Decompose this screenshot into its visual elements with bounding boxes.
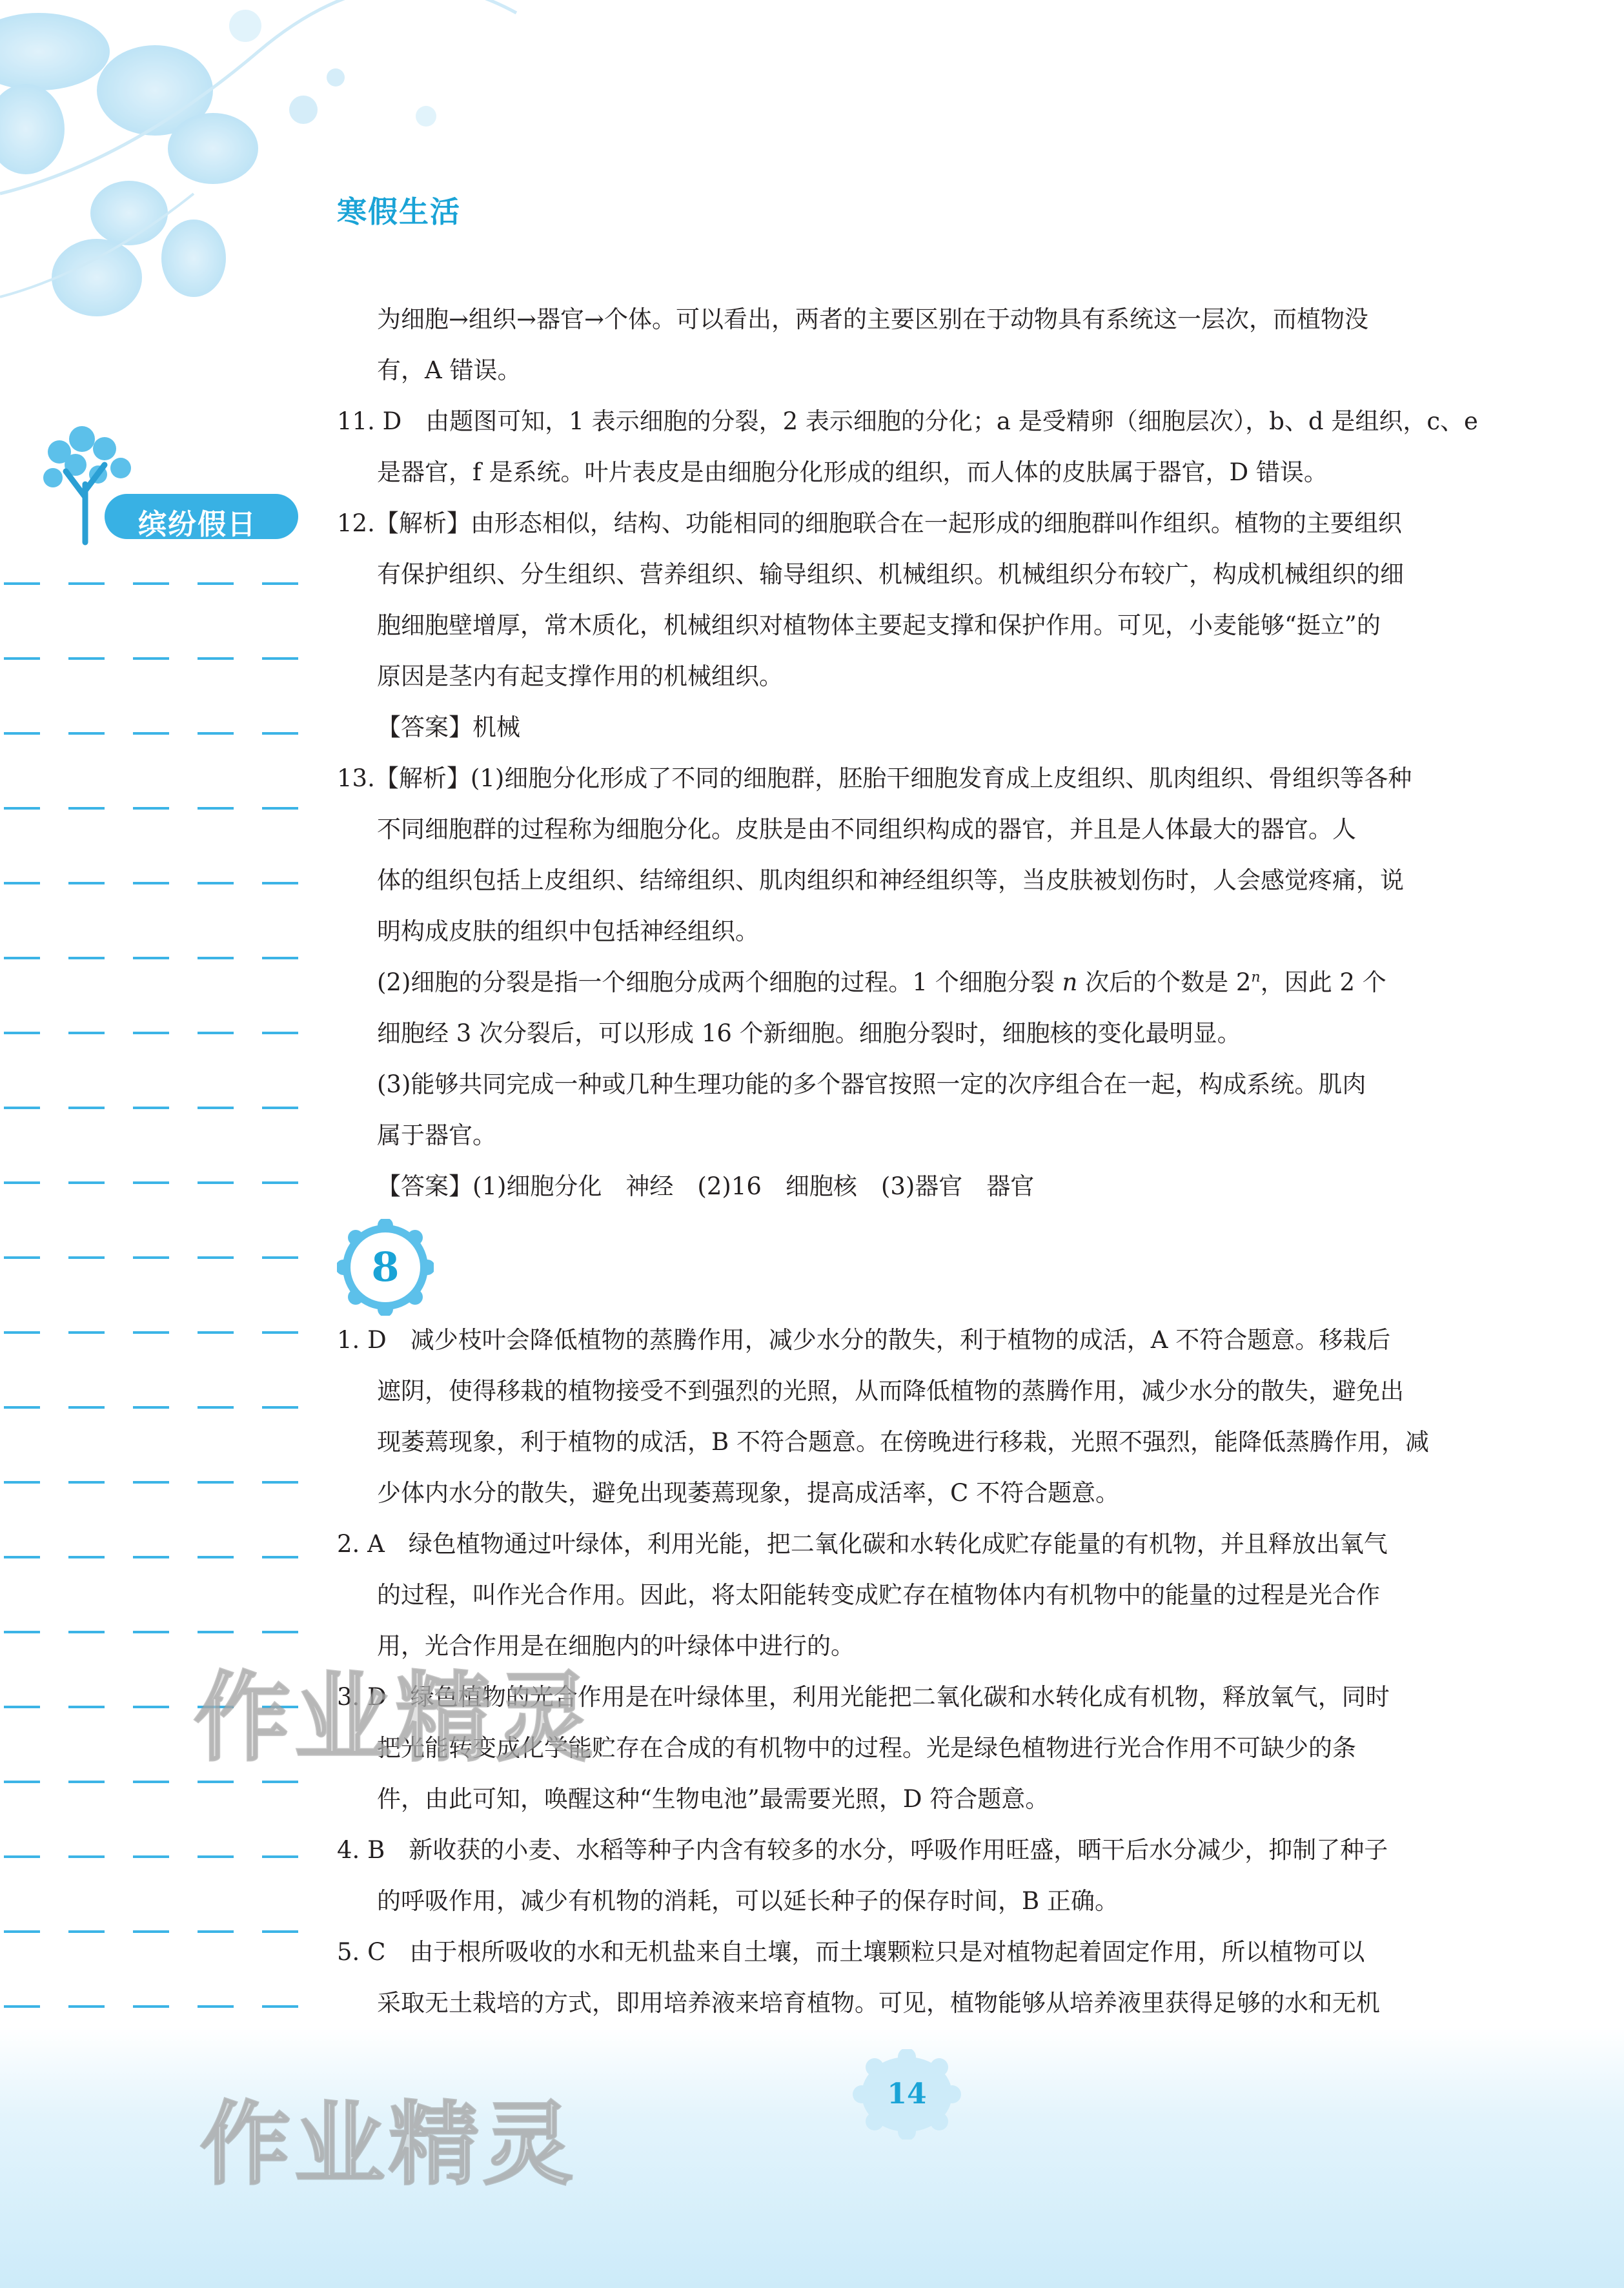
answer-2: 2. A 绿色植物通过叶绿体，利用光能，把二氧化碳和水转化成贮存能量的有机物，并且释放出氧气 的过程，叫作光合作用。因此，将太阳能转变成贮存在植物体内有机物中的能量的过程是光合作 用，光合作用是在细胞内的叶绿体中进行的。 [337, 1530, 1388, 1660]
answer-1: 1. D 减少枝叶会降低植物的蒸腾作用，减少水分的散失，利于植物的成活，A 不符合题意。移栽后 遮阴，使得移栽的植物接受不到强烈的光照，从而降低植物的蒸腾作用，减少水分的散失，避免出 现萎蔫现象，利于植物的成活，B 不符合题意。在傍晚进行移栽，光照不强烈，能降低蒸腾作用，减 少体内水分的散失，避免出现萎蔫现象，提高成活率，C 不符合题意。 [337, 1326, 1429, 1507]
answer-13-part2: (2)细胞的分裂是指一个细胞分成两个细胞的过程。1 个细胞分裂 n 次后的个数是 2$^n$，因此 2 个 细胞经 3 次分裂后，可以形成 16 个新细胞。细胞分裂时，细胞核的变化最明显。 [377, 968, 1386, 1047]
watermark: 作业精灵 [194, 1662, 597, 1775]
answer-10-continuation: 为细胞→组织→器官→个体。可以看出，两者的主要区别在于动物具有系统这一层次，而植物没 有，A 错误。 [377, 305, 1369, 384]
answer-11: 11. D 由题图可知，1 表示细胞的分裂，2 表示细胞的分化；a 是受精卵（细胞层次），b、d 是组织，c、e 是器官，f 是系统。叶片表皮是由细胞分化形成的组织，而人体的皮肤属于器官，D 错误。 [337, 407, 1478, 486]
answer-5: 5. C 由于根所吸收的水和无机盐来自土壤，而土壤颗粒只是对植物起着固定作用，所以植物可以 采取无土栽培的方式，即用培养液来培育植物。可见，植物能够从培养液里获得足够的水和无机 [337, 1938, 1380, 2017]
answer-4: 4. B 新收获的小麦、水稻等种子内含有较多的水分，呼吸作用旺盛，晒干后水分减少，抑制了种子 的呼吸作用，减少有机物的消耗，可以延长种子的保存时间，B 正确。 [337, 1836, 1388, 1915]
answer-text-upper [337, 294, 1479, 1212]
watermark-footer: 作业精灵 [200, 2092, 578, 2198]
section-number: 8 [371, 1243, 400, 1291]
answer-13-part1: 13.【解析】(1)细胞分化形成了不同的细胞群，胚胎干细胞发育成上皮组织、肌肉组织、骨组织等各种 不同细胞群的过程称为细胞分化。皮肤是由不同组织构成的器官，并且是人体最大的器官。人 体的组织包括上皮组织、结缔组织、肌肉组织和神经组织等，当皮肤被划伤时，人会感觉疼痛，说 明构成皮肤的组织中包括神经组织。 [337, 764, 1412, 945]
note-lines [4, 582, 301, 2080]
answer-3: 3. D 绿色植物的光合作用是在叶绿体里，利用光能把二氧化碳和水转化成有机物，释放氧气，同时 把光能转变成化学能贮存在合成的有机物中的过程。光是绿色植物进行光合作用不可缺少的条 件，由此可知，唤醒这种“生物电池”最需要光照，D 符合题意。 [337, 1683, 1390, 1813]
page-number: 14 [887, 2078, 927, 2110]
answer-12: 12.【解析】由形态相似，结构、功能相同的细胞联合在一起形成的细胞群叫作组织。植物的主要组织 有保护组织、分生组织、营养组织、输导组织、机械组织。机械组织分布较广，构成机械组织的细 胞细胞壁增厚，常木质化，机械组织对植物体主要起支撑和保护作用。可见，小麦能够“挺立”的 原因是茎内有起支撑作用的机械组织。 【答案】机械 [337, 509, 1404, 741]
sidebar-tag-label: 缤纷假日 [138, 508, 257, 541]
answer-13-part3: (3)能够共同完成一种或几种生理功能的多个器官按照一定的次序组合在一起，构成系统。肌肉 属于器官。 【答案】(1)细胞分化 神经 (2)16 细胞核 (3)器官 器官 [377, 1070, 1366, 1200]
page-header-title: 寒假生活 [337, 194, 461, 229]
